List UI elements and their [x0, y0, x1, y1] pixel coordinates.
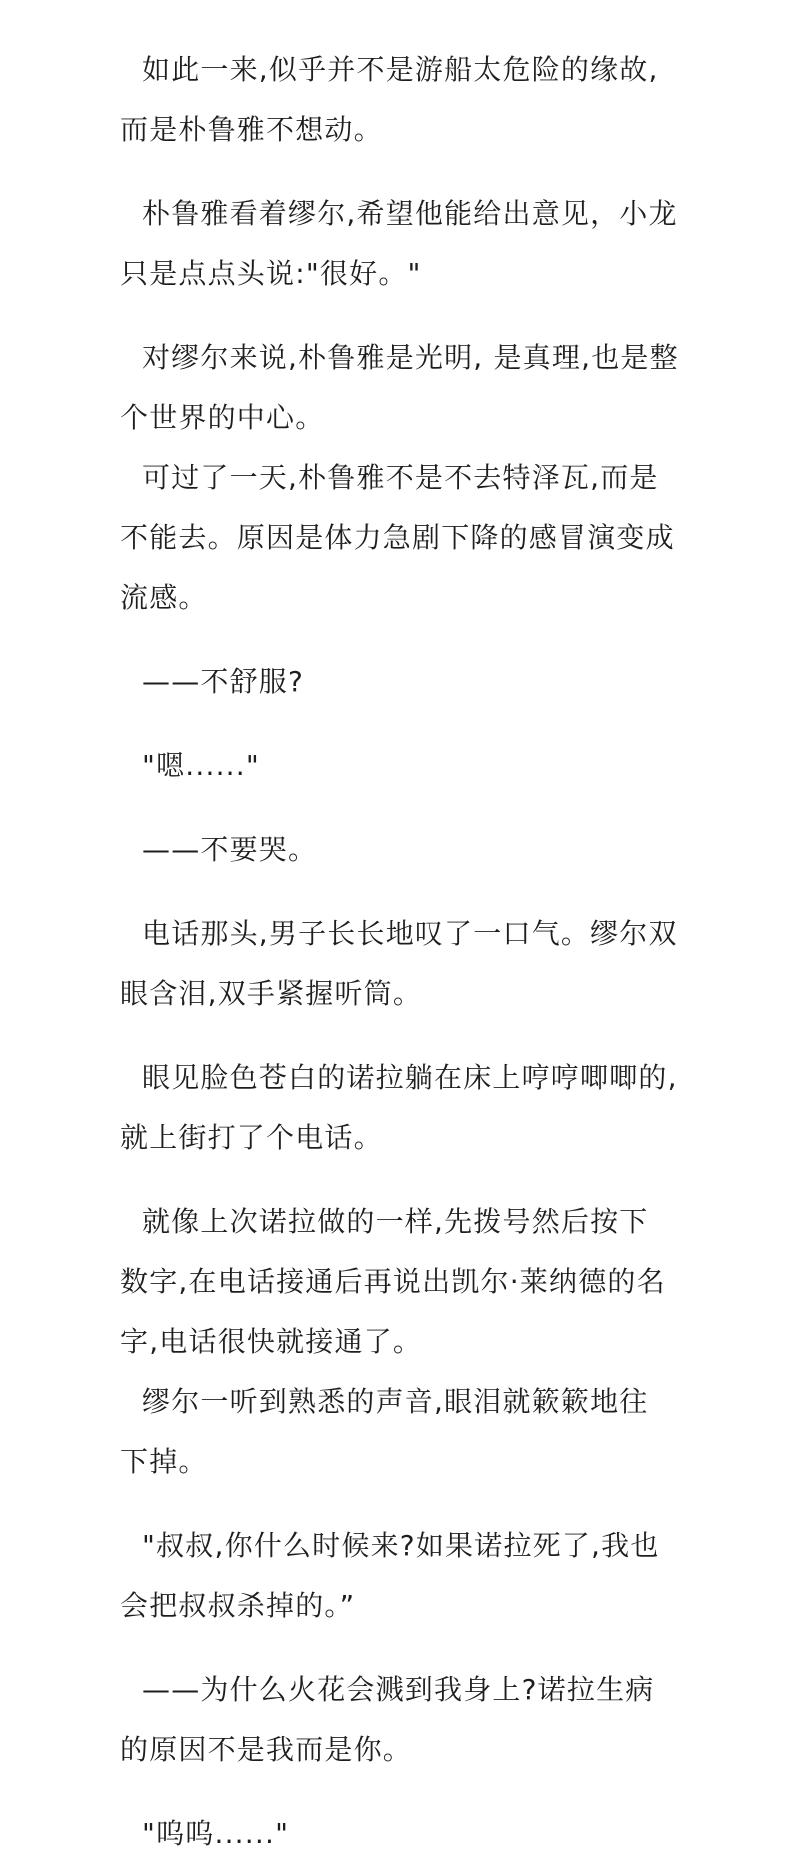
- text-line: 对缪尔来说,朴鲁雅是光明, 是真理,也是整: [142, 341, 679, 374]
- text-line: "叔叔,你什么时候来?如果诺拉死了,我也: [142, 1529, 660, 1562]
- text-line: 下掉。: [120, 1445, 208, 1478]
- text-line: "呜呜......": [142, 1817, 290, 1850]
- text-line: 眼见脸色苍白的诺拉躺在床上哼哼唧唧的,: [142, 1061, 678, 1094]
- text-line: ——不舒服?: [142, 665, 305, 698]
- article-body: [120, 40, 720, 1864]
- text-line: 不能去。原因是体力急剧下降的感冒演变成: [120, 521, 675, 554]
- text-line: 就上街打了个电话。: [120, 1121, 383, 1154]
- text-line: 数字,在电话接通后再说出凯尔·莱纳德的名: [120, 1265, 666, 1298]
- text-line: 如此一来,似乎并不是游船太危险的缘故,: [142, 53, 659, 86]
- paragraph: [120, 1516, 720, 1636]
- paragraph: [120, 1192, 720, 1372]
- paragraph: [120, 184, 720, 304]
- text-line: ——不要哭。: [142, 833, 318, 866]
- text-line: 只是点点头说:"很好。": [120, 257, 422, 290]
- text-line: 缪尔一听到熟悉的声音,眼泪就簌簌地往: [142, 1385, 649, 1418]
- text-line: 会把叔叔杀掉的。”: [120, 1589, 356, 1622]
- paragraph: [120, 328, 720, 448]
- text-line: 个世界的中心。: [120, 401, 325, 434]
- text-line: 眼含泪,双手紧握听筒。: [120, 977, 423, 1010]
- paragraph: [120, 1372, 720, 1492]
- paragraph: [120, 820, 720, 880]
- text-line: 就像上次诺拉做的一样,先拨号然后按下: [142, 1205, 649, 1238]
- text-line: 而是朴鲁雅不想动。: [120, 113, 383, 146]
- text-line: 朴鲁雅看着缪尔,希望他能给出意见，小龙: [142, 197, 678, 230]
- paragraph: [120, 904, 720, 1024]
- text-line: ——为什么火花会溅到我身上?诺拉生病: [142, 1673, 655, 1706]
- text-line: "嗯......": [142, 749, 260, 782]
- paragraph: [120, 736, 720, 796]
- text-line: 电话那头,男子长长地叹了一口气。缪尔双: [142, 917, 678, 950]
- text-line: 可过了一天,朴鲁雅不是不去特泽瓦,而是: [142, 461, 659, 494]
- paragraph: [120, 448, 720, 628]
- text-line: 字,电话很快就接通了。: [120, 1325, 423, 1358]
- paragraph: [120, 40, 720, 160]
- paragraph: [120, 652, 720, 712]
- text-line: 流感。: [120, 581, 208, 614]
- paragraph: [120, 1660, 720, 1780]
- paragraph: [120, 1804, 720, 1864]
- text-line: 的原因不是我而是你。: [120, 1733, 413, 1766]
- paragraph: [120, 1048, 720, 1168]
